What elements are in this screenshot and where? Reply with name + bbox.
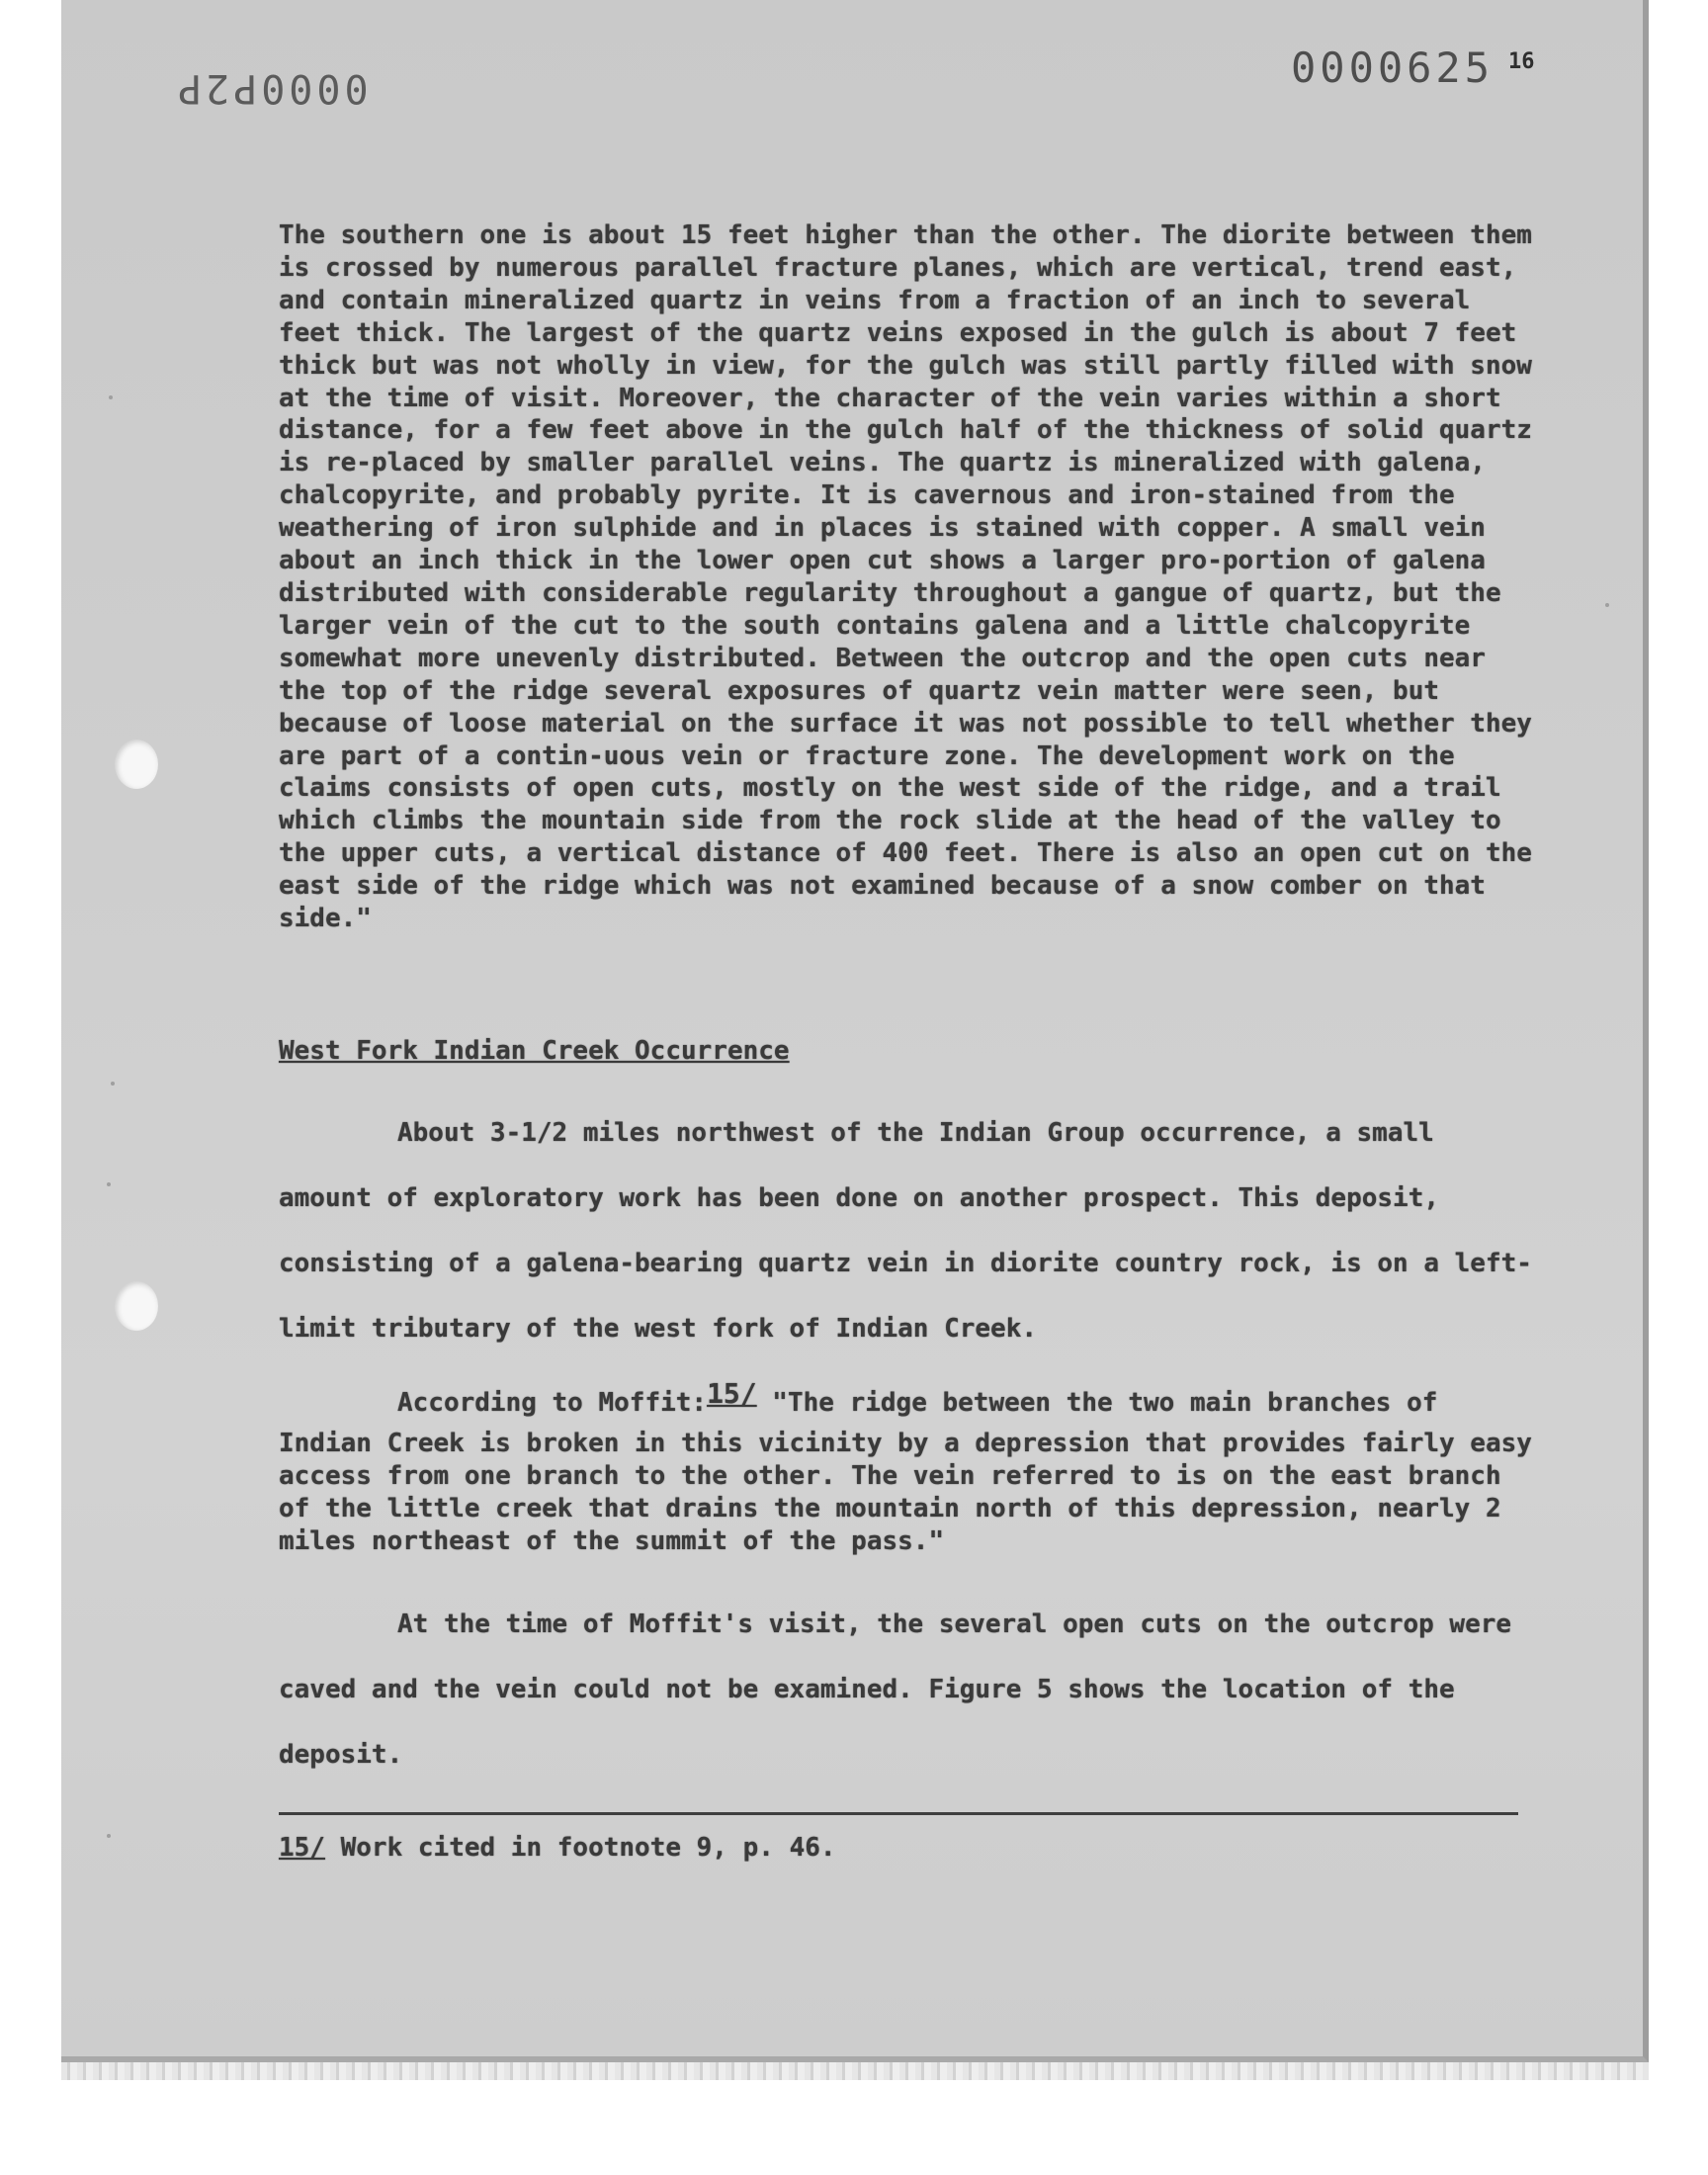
footnote-number: 15/: [279, 1833, 325, 1863]
document-stamp-right: 0000625: [1291, 44, 1494, 92]
footnote-reference: 15/: [707, 1377, 757, 1410]
footnote: [279, 1831, 1534, 1865]
footnote-divider: [279, 1812, 1518, 1815]
scan-speck: [109, 395, 113, 399]
scan-speck: [111, 1082, 115, 1086]
paragraph-visit: At the time of Moffit's visit, the several open cuts on the outcrop were caved and the vein could not be examined. Figure 5 shows the location of the deposit.: [279, 1610, 1512, 1770]
scan-speck: [1605, 603, 1609, 607]
paragraph-location: About 3-1/2 miles northwest of the Indian Group occurrence, a small amount of exploratory work has been done on another prospect. This deposit, consisting of a galena-bearing quartz vein in diorite country rock, is on a left-limit tributary of the west fork of Indian Creek.: [279, 1118, 1532, 1344]
scan-speck: [107, 1834, 111, 1838]
punch-hole: [115, 1281, 158, 1331]
section-heading: West Fork Indian Creek Occurrence: [279, 1036, 790, 1066]
punch-hole: [115, 740, 158, 789]
scan-edge-strip: [61, 2062, 1649, 2080]
footnote-text: Work cited in footnote 9, p. 46.: [324, 1833, 836, 1863]
paragraph-moffit-intro: [279, 1361, 1534, 1436]
page-number: 16: [1508, 49, 1535, 74]
paragraph-moffit-quote: Indian Creek is broken in this vicinity by a depression that provides fairly easy access from one branch to the other. The vein referred to is on the east branch of the little creek that drains the mountain north of this depression, nearly 2 miles northeast of the summit of the pass.": [279, 1429, 1532, 1556]
scan-speck: [107, 1182, 111, 1186]
citation-lead: According to Moffit:: [397, 1388, 708, 1418]
quoted-paragraph: The southern one is about 15 feet higher than the other. The diorite between them is crossed by numerous parallel fracture planes, which are vertical, trend east, and contain mineralized quartz in veins from a fraction of an inch to several feet thick. The largest of the quartz veins exposed in the gulch is about 7 feet thick but was not wholly in view, for the gulch was still partly filled with snow at the time of visit. Moreover, the character of the vein varies within a short distance, for a few feet above in the gulch half of the thickness of solid quartz is re-placed by smaller parallel veins. The quartz is mineralized with galena, chalcopyrite, and probably pyrite. It is cavernous and iron-stained from the weathering of iron sulphide and in places is stained with copper. A small vein about an inch thick in the lower open cut shows a larger pro-portion of galena distributed with considerable regularity throughout a gangue of quartz, but the larger vein of the cut to the south contains galena and a little chalcopyrite somewhat more unevenly distributed. Between the outcrop and the open cuts near the top of the ridge several exposures of quartz vein matter were seen, but because of loose material on the surface it was not possible to tell whether they are part of a contin-uous vein or fracture zone. The development work on the claims consists of open cuts, mostly on the west side of the ridge, and a trail which climbs the mountain side from the rock slide at the head of the valley to the upper cuts, a vertical distance of 400 feet. There is also an open cut on the east side of the ridge which was not examined because of a snow comber on that side.": [279, 220, 1532, 934]
quote-start: "The ridge between the two main branches of: [756, 1388, 1438, 1418]
document-stamp-left: 0000P2P: [174, 65, 369, 111]
